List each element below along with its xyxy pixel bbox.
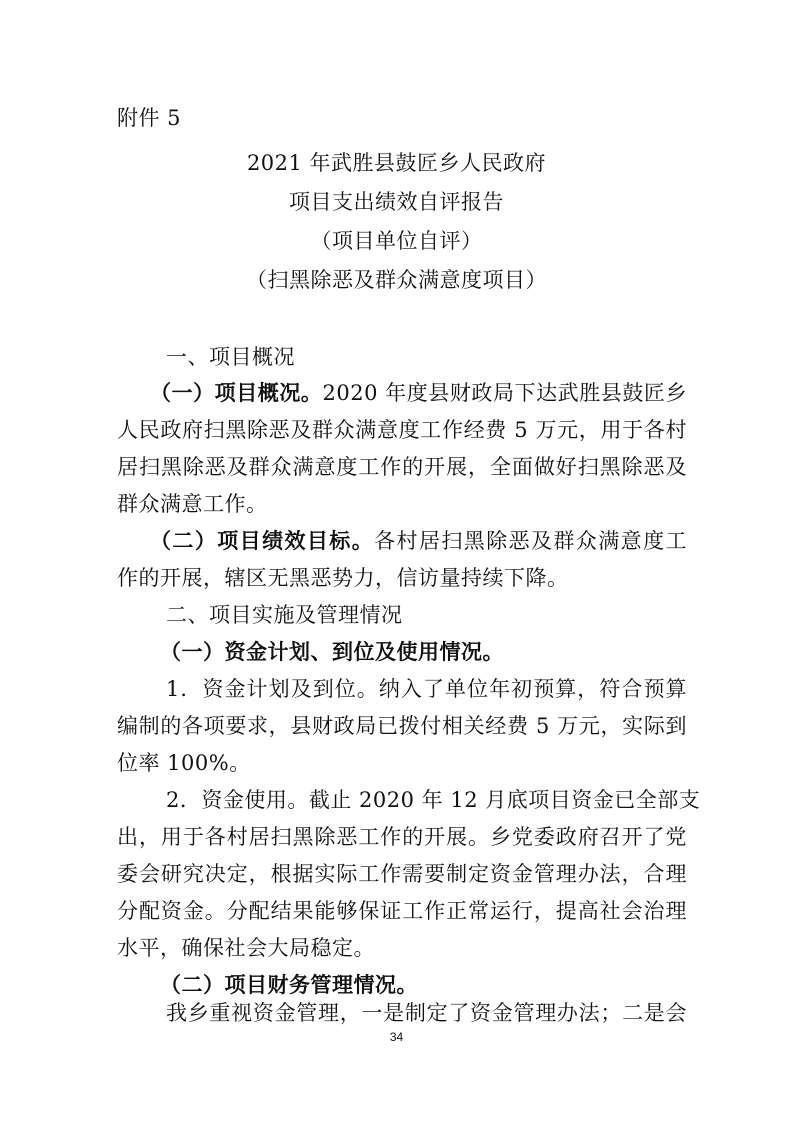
- paragraph-1-line-1-text: 2020 年度县财政局下达武胜县鼓匠乡: [322, 381, 687, 405]
- attachment-label: 附件 5: [117, 106, 182, 130]
- subsection-1-heading: （一）资金计划、到位及使用情况。: [160, 639, 504, 664]
- section-2-heading: 二、项目实施及管理情况: [166, 603, 403, 627]
- paragraph-1-line-1: [150, 378, 687, 408]
- paragraph-2-line-1: [150, 526, 687, 556]
- paragraph-1-line-3: 居扫黑除恶及群众满意度工作的开展，全面做好扫黑除恶及: [117, 455, 687, 479]
- item-1-line-2: 编制的各项要求，县财政局已拨付相关经费 5 万元，实际到: [117, 714, 687, 738]
- item-2-line-2: 出，用于各村居扫黑除恶工作的开展。乡党委政府召开了党: [117, 825, 687, 849]
- item-2-line-1: 2．资金使用。截止 2020 年 12 月底项目资金已全部支: [166, 788, 701, 812]
- item-2-line-4: 分配资金。分配结果能够保证工作正常运行，提高社会治理: [117, 899, 687, 923]
- subsection-2-heading: （二）项目财务管理情况。: [160, 972, 418, 997]
- title-line-4: （扫黑除恶及群众满意度项目）: [246, 268, 547, 292]
- item-2-line-5: 水平，确保社会大局稳定。: [117, 936, 375, 960]
- title-line-3: （项目单位自评）: [310, 229, 483, 253]
- paragraph-2-label: （二）项目绩效目标。: [150, 528, 375, 553]
- paragraph-2-line-1-text: 各村居扫黑除恶及群众满意度工: [374, 529, 688, 553]
- item-1-line-1: 1．资金计划及到位。纳入了单位年初预算，符合预算: [166, 677, 687, 701]
- paragraph-1-label: （一）项目概况。: [150, 380, 323, 405]
- item-2-line-3: 委会研究决定，根据实际工作需要制定资金管理办法，合理: [117, 862, 687, 886]
- title-line-1: 2021 年武胜县鼓匠乡人民政府: [246, 151, 547, 175]
- page-number: 34: [389, 1030, 404, 1044]
- paragraph-1-line-4: 群众满意工作。: [117, 492, 268, 516]
- financial-line-1: 我乡重视资金管理，一是制定了资金管理办法；二是会: [166, 1001, 687, 1025]
- section-1-heading: 一、项目概况: [166, 345, 295, 369]
- paragraph-2-line-2: 作的开展，辖区无黑恶势力，信访量持续下降。: [117, 566, 569, 590]
- item-1-line-3: 位率 100%。: [117, 751, 251, 775]
- title-line-2: 项目支出绩效自评报告: [289, 190, 504, 214]
- paragraph-1-line-2: 人民政府扫黑除恶及群众满意度工作经费 5 万元，用于各村: [117, 418, 687, 442]
